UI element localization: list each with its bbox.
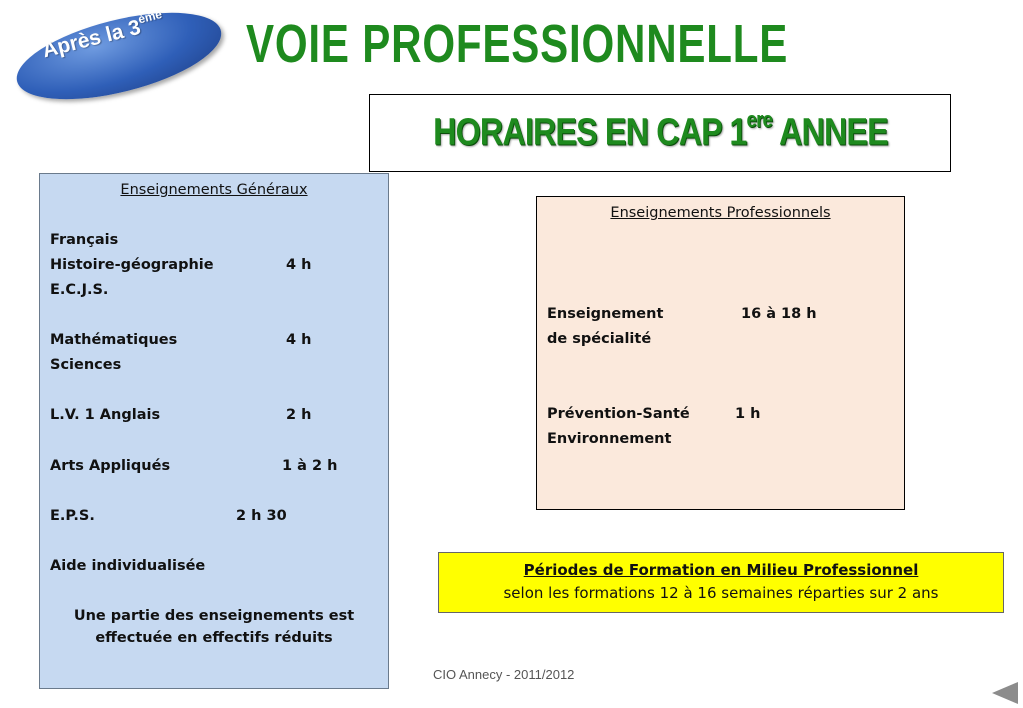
professional-heading: Enseignements Professionnels (610, 205, 831, 221)
general-note: Une partie des enseignements est effectuée en effectifs réduits (73, 608, 355, 646)
subject-row: Français (50, 232, 119, 248)
general-heading: Enseignements Généraux (120, 182, 308, 198)
general-subjects-box (39, 173, 389, 689)
work-placement-box (438, 552, 1004, 613)
subject-row: L.V. 1 Anglais 2 h (50, 407, 312, 423)
level-badge (8, 0, 229, 116)
work-placement-heading: Périodes de Formation en Milieu Professionnel (523, 561, 919, 579)
level-badge-label: Après la 3ème (40, 6, 164, 63)
subtitle: HORAIRES EN CAP 1ere ANNEE (432, 107, 888, 154)
subject-row: Sciences (50, 357, 122, 373)
subject-row: Enseignement 16 à 18 h (547, 306, 817, 322)
page-title: VOIE PROFESSIONNELLE (246, 14, 789, 74)
subject-row: Environnement (547, 431, 672, 447)
subject-row: Histoire-géographie 4 h (50, 257, 312, 273)
footer-credit: CIO Annecy - 2011/2012 (433, 667, 575, 682)
subject-row: Aide individualisée (50, 558, 206, 574)
subtitle-box (369, 94, 951, 172)
professional-subjects-box (536, 196, 905, 510)
subject-row: Prévention-Santé 1 h (547, 406, 761, 422)
subject-row: E.C.J.S. (50, 282, 109, 298)
subject-row: Arts Appliqués 1 à 2 h (50, 458, 338, 474)
work-placement-detail: selon les formations 12 à 16 semaines réparties sur 2 ans (503, 584, 939, 602)
subject-row: Mathématiques 4 h (50, 332, 312, 348)
subject-row: E.P.S. 2 h 30 (50, 508, 287, 524)
subject-row: de spécialité (547, 331, 652, 347)
back-arrow-icon[interactable] (992, 682, 1018, 704)
